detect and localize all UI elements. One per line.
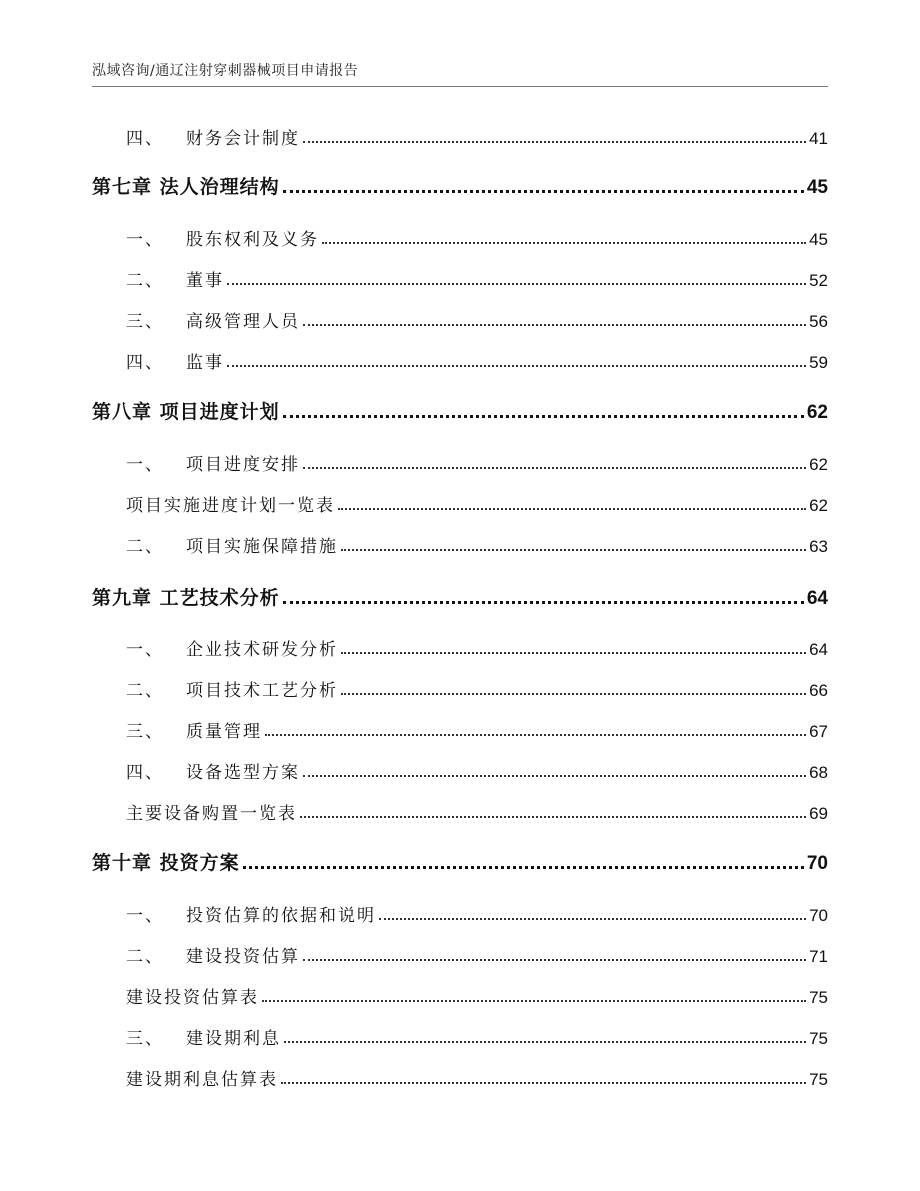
toc-entry-title: 项目技术工艺分析 (186, 681, 338, 701)
toc-entry-number: 四、 (126, 353, 164, 373)
toc-entry-page: 75 (809, 1029, 828, 1048)
toc-entry-page: 70 (809, 906, 828, 925)
toc-entry-title: 建设投资估算 (186, 947, 300, 967)
toc-chapter-entry[interactable] (92, 849, 828, 875)
toc-entry-page: 67 (809, 722, 828, 741)
toc-entry-title: 高级管理人员 (186, 312, 300, 332)
toc-entry-title: 企业技术研发分析 (186, 640, 338, 660)
toc-leader-dots (243, 866, 804, 869)
toc-entry-page: 62 (806, 402, 828, 423)
toc-entry-page: 68 (809, 763, 828, 782)
toc-chapter-entry[interactable] (92, 584, 828, 610)
toc-entry[interactable] (126, 1023, 828, 1049)
toc-entry-title: 项目实施进度计划一览表 (126, 496, 335, 516)
toc-entry[interactable] (126, 941, 828, 967)
toc-entry[interactable] (126, 449, 828, 475)
toc-leader-dots (341, 652, 806, 654)
toc-entry-title: 设备选型方案 (186, 763, 300, 783)
toc-leader-dots (303, 959, 806, 961)
toc-leader-dots (283, 190, 804, 193)
toc-entry-page: 56 (809, 312, 828, 331)
toc-entry-number: 三、 (126, 1029, 164, 1049)
toc-entry-page: 62 (809, 496, 828, 515)
toc-leader-dots (379, 918, 806, 920)
toc-leader-dots (303, 467, 806, 469)
toc-leader-dots (227, 365, 806, 367)
toc-entry-page: 59 (809, 353, 828, 372)
toc-entry[interactable] (126, 531, 828, 557)
toc-entry-title: 监事 (186, 353, 224, 373)
toc-entry-page: 64 (806, 588, 828, 609)
toc-entry-number: 一、 (126, 906, 164, 926)
toc-entry[interactable] (126, 265, 828, 291)
toc-entry[interactable] (126, 634, 828, 660)
toc-leader-dots (300, 816, 806, 818)
toc-entry-page: 45 (809, 230, 828, 249)
toc-entry-number: 一、 (126, 640, 164, 660)
toc-entry-page: 62 (809, 455, 828, 474)
toc-entry-title: 建设投资估算表 (126, 988, 259, 1008)
toc-leader-dots (265, 734, 806, 736)
toc-entry-title: 主要设备购置一览表 (126, 804, 297, 824)
toc-entry-page: 64 (809, 640, 828, 659)
toc-entry-number: 四、 (126, 129, 164, 149)
toc-entry-page: 66 (809, 681, 828, 700)
toc-entry[interactable] (126, 306, 828, 332)
toc-leader-dots (341, 693, 806, 695)
toc-entry-page: 45 (806, 177, 828, 198)
toc-entry-number: 三、 (126, 722, 164, 742)
toc-entry-page: 75 (809, 1070, 828, 1089)
toc-entry[interactable] (126, 675, 828, 701)
toc-entry[interactable] (126, 900, 828, 926)
toc-leader-dots (262, 1000, 806, 1002)
toc-entry-title: 质量管理 (186, 722, 262, 742)
toc-entry-title: 股东权利及义务 (186, 230, 319, 250)
toc-entry-number: 二、 (126, 947, 164, 967)
toc-entry[interactable] (126, 982, 828, 1008)
toc-entry-title: 建设期利息 (186, 1029, 281, 1049)
toc-entry-title: 项目进度安排 (186, 455, 300, 475)
toc-entry[interactable] (126, 757, 828, 783)
toc-entry-number: 二、 (126, 537, 164, 557)
page-header: 泓域咨询/通辽注射穿刺器械项目申请报告 (92, 63, 359, 79)
toc-entry-page: 69 (809, 804, 828, 823)
toc-entry[interactable] (126, 716, 828, 742)
toc-entry-page: 70 (806, 853, 828, 874)
toc-entry-title: 项目实施保障措施 (186, 537, 338, 557)
toc-entry-page: 52 (809, 271, 828, 290)
toc-entry-title: 第十章 投资方案 (92, 852, 240, 874)
toc-entry-title: 投资估算的依据和说明 (186, 906, 376, 926)
toc-leader-dots (338, 508, 806, 510)
toc-entry-page: 63 (809, 537, 828, 556)
toc-entry[interactable] (126, 123, 828, 149)
toc-chapter-entry[interactable] (92, 173, 828, 199)
toc-leader-dots (303, 141, 806, 143)
toc-entry-number: 四、 (126, 763, 164, 783)
toc-entry[interactable] (126, 224, 828, 250)
toc-leader-dots (227, 283, 806, 285)
toc-entry-title: 第九章 工艺技术分析 (92, 587, 280, 609)
toc-entry-title: 财务会计制度 (186, 129, 300, 149)
toc-leader-dots (322, 242, 806, 244)
toc-leader-dots (303, 775, 806, 777)
toc-entry-page: 75 (809, 988, 828, 1007)
toc-entry[interactable] (126, 490, 828, 516)
toc-chapter-entry[interactable] (92, 398, 828, 424)
toc-entry-number: 一、 (126, 230, 164, 250)
toc-leader-dots (281, 1082, 806, 1084)
toc-entry-page: 71 (809, 947, 828, 966)
toc-leader-dots (283, 601, 804, 604)
toc-leader-dots (341, 549, 806, 551)
toc-entry-number: 三、 (126, 312, 164, 332)
toc-entry-number: 一、 (126, 455, 164, 475)
toc-leader-dots (284, 1041, 806, 1043)
toc-entry-title: 第八章 项目进度计划 (92, 401, 280, 423)
toc-entry-page: 41 (809, 129, 828, 148)
toc-leader-dots (303, 324, 806, 326)
toc-leader-dots (283, 415, 804, 418)
toc-entry-title: 建设期利息估算表 (126, 1070, 278, 1090)
toc-entry-number: 二、 (126, 681, 164, 701)
toc-entry[interactable] (126, 1064, 828, 1090)
toc-entry[interactable] (126, 798, 828, 824)
toc-entry-number: 二、 (126, 271, 164, 291)
toc-entry[interactable] (126, 347, 828, 373)
toc-entry-title: 董事 (186, 271, 224, 291)
toc-entry-title: 第七章 法人治理结构 (92, 176, 280, 198)
